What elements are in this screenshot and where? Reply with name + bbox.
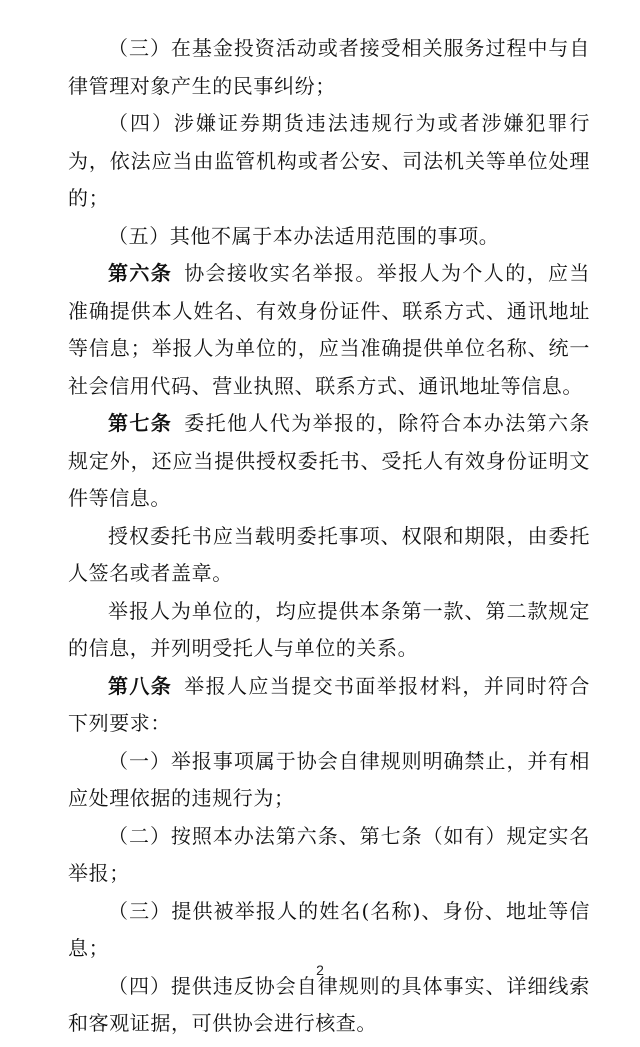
paragraph-item-3: （三）在基金投资活动或者接受相关服务过程中与自律管理对象产生的民事纠纷； (68, 36, 590, 98)
requirement-item-3: （三）提供被举报人的姓名(名称)、身份、地址等信息； (68, 898, 590, 960)
paragraph-item-4: （四）涉嫌证券期货违法违规行为或者涉嫌犯罪行为，依法应当由监管机构或者公安、司法机关等单位处理的； (68, 111, 590, 210)
requirement-item-4: （四）提供违反协会自律规则的具体事实、详细线索和客观证据，可供协会进行核查。 (68, 973, 590, 1035)
article-6-heading: 第六条 (108, 261, 173, 285)
article-6-paragraph: 第六条 协会接收实名举报。举报人为个人的，应当准确提供本人姓名、有效身份证件、联系方式、通讯地址等信息；举报人为单位的，应当准确提供单位名称、统一社会信用代码、营业执照、联系方式、通讯地址等信息。 (68, 261, 590, 398)
article-7-heading: 第七条 (108, 411, 173, 435)
requirement-item-1: （一）举报事项属于协会自律规则明确禁止，并有相应处理依据的违规行为； (68, 748, 590, 810)
article-8-paragraph: 第八条 举报人应当提交书面举报材料，并同时符合下列要求： (68, 673, 590, 735)
article-7-clause-2: 授权委托书应当载明委托事项、权限和期限，由委托人签名或者盖章。 (68, 523, 590, 585)
requirement-item-2: （二）按照本办法第六条、第七条（如有）规定实名举报； (68, 823, 590, 885)
document-body (68, 30, 590, 1043)
article-8-heading: 第八条 (108, 673, 173, 698)
article-7-paragraph: 第七条 委托他人代为举报的，除符合本办法第六条规定外，还应当提供授权委托书、受托人有效身份证明文件等信息。 (68, 411, 590, 510)
paragraph-item-5: （五）其他不属于本办法适用范围的事项。 (108, 223, 500, 248)
page-number: 2 (316, 962, 324, 978)
article-7-clause-3: 举报人为单位的，均应提供本条第一款、第二款规定的信息，并列明受托人与单位的关系。 (68, 598, 590, 660)
